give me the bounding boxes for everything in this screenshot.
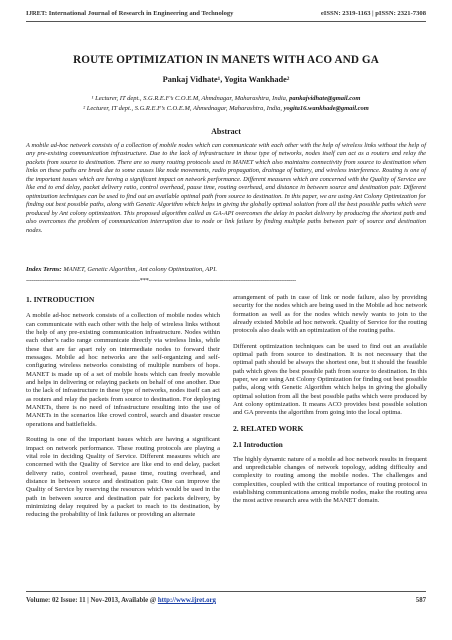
journal-name: IJRET: International Journal of Research in Engineering and Technology (26, 10, 234, 17)
page-footer (26, 597, 426, 604)
introduction-heading: 1. INTRODUCTION (26, 295, 95, 304)
affiliation-2-text: ² Lecturer, IT dept., S.G.R.E.F’s C.O.E.M, Ahmednagar, Maharashtra, India, (83, 105, 283, 112)
footer-rule (26, 591, 426, 592)
right-column (233, 294, 427, 513)
header-rule (26, 21, 426, 22)
journal-link[interactable]: http://www.ijret.org (157, 597, 216, 604)
index-terms (26, 266, 426, 273)
index-terms-text: MANET, Genetic Algorithm, Ant colony Optimization, API. (61, 266, 218, 273)
affiliation-1 (0, 95, 452, 102)
related-work-heading: 2. RELATED WORK (233, 423, 304, 433)
affiliation-1-text: ¹ Lecturer, IT dept., S.G.R.E.F’s C.O.E.M, Ahmdnagar, Maharashtra, India, (91, 95, 288, 102)
issn: eISSN: 2319-1163 | pISSN: 2321-7308 (320, 10, 426, 17)
running-header (26, 10, 426, 17)
related-work-subheading: 2.1 Introduction (233, 441, 283, 450)
authors: Pankaj Vidhate¹, Yogita Wankhade² (162, 75, 290, 84)
page-number: 587 (415, 597, 426, 604)
intro-paragraph-2: Routing is one of the important issues which are having a significant impact on network performance. These routing protocols are playing a vital role in deciding Quality of Service. Different measures which are concerned with the Quality of Service are like end to end delay, packet delivery ratio, control overhead, pause time, routing overhead, and distance in between source and destination pair. One can improve the Quality of Service by reserving the resources which would be used in the path in between source and destination pair for packets delivery, by minimizing delay required by a packet to reach to its destination, by reducing the probability of link failures or providing an alternate (26, 436, 220, 519)
intro-paragraph-4: Different optimization techniques can be used to find out an available optimal path from source to destination. It is not necessary that the optimal path should be always the shortest one, but it should the feasible path which gives the best possible path from source to destination. In this paper, we are using Ant Colony Optimization for finding out best possible paths, along with Genetic Algorithm which helps in giving the globally optimal solution from all the best possible paths which were produced by Ant colony optimization. It means ACO provides best possible solution and GA prevents the algorithm from going into the local optima. (233, 342, 427, 417)
related-work-paragraph: The highly dynamic nature of a mobile ad hoc network results in frequent and unpredictable changes of network topology, adding difficulty and complexity to routing among the mobile nodes. The challenges and complexities, coupled with the critical importance of routing protocol in establishing communications among mobile nodes, make the routing area the most active research area with the MANET domain. (233, 455, 427, 505)
intro-paragraph-1: A mobile ad-hoc network consists of a collection of mobile nodes which can communicate with each other with the help of wireless links without the help of any pre-existing communication infrastructure. Nodes within each other’s radio range communicate directly via wireless links, while these that are far apart rely on intermediate nodes to forward their messages. Mobile ad hoc networks are the self-organizing and self-configuring wireless networks consisting of multiple numbers of hops. MANET is made up of a set of mobile hosts which can freely movable and helps in delivering or relaying packets on behalf of one another. Due to the lack of infrastructure in these type of networks, nodes itself can act as routers and relay the packets from source to destination. For deploying MANETs, there is no need of infrastructure resulting into the use of MANETs in the scenarios like crowd control, search and disaster rescue operations and battlefields. (26, 312, 220, 428)
footer-volume-text: Volume: 02 Issue: 11 | Nov-2013, Available @ (26, 597, 158, 604)
affiliation-2-email[interactable]: yogita16.wankhade@gmail.com (283, 105, 369, 112)
index-terms-label: Index Terms: (26, 266, 62, 273)
section-separator: -------------------------------------------------------------***------------------------------------------------------------------------------- (26, 277, 296, 284)
abstract-text: A mobile ad-hoc network consists of a collection of mobile nodes which can communicate with each other with the help of wireless links without the help of any pre-existing communication infrastructure. Due to the lack of infrastructure in these type of networks, nodes itself can act as a routers and relay the packets from source to destination. There are so many routing protocols used in MANET which also maintains connectivity from source to destination when links on these paths are break due to some causes like node movements, radio propagation, drainage of battery, and wireless interference. Routing is one of the important issues which are having a significant impact on network performance. Different measures which are concerned with the Quality of Service are like end to end delay, packet delivery ratio, control overhead, pause time, routing overhead, and distance in between source and destination pair. Different optimization techniques can be used to find out an available optimal path from source to destination. In this paper, we are using Ant Colony Optimization for finding out best possible paths, along with Genetic Algorithm which helps in giving the globally optimal solution from all the best possible paths which were produced by Ant colony optimization. This proposed algorithm called as GA-API overcomes the delay in packet delivery by producing the shortest path and also overcomes the problem of communication interruption due to node or link failure by finding multiple paths between pair of source and destination nodes. (26, 142, 426, 234)
footer-volume (26, 597, 216, 604)
affiliation-2 (0, 105, 452, 112)
affiliation-1-email[interactable]: pankajvidhate@gmail.com (289, 95, 361, 102)
paper-title: ROUTE OPTIMIZATION IN MANETS WITH ACO AND GA (73, 54, 379, 66)
left-column (26, 294, 220, 527)
intro-paragraph-3: arrangement of path in case of link or node failure, also by providing security for the nodes which are being used in the Mobile ad hoc network formation as well as for the nodes which newly wants to join to the already existed Mobile ad hoc network. Quality of Service for the routing protocols also deals with an optimization of the routing paths. (233, 294, 427, 335)
abstract-heading: Abstract (211, 127, 241, 136)
